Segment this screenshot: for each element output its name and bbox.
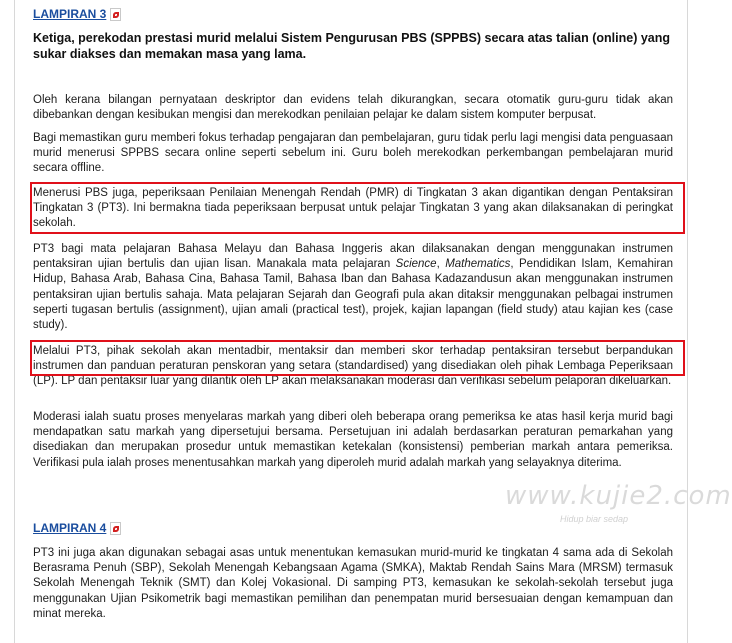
pdf-icon[interactable]: [110, 522, 121, 535]
lampiran-4-label[interactable]: LAMPIRAN 4: [33, 521, 107, 535]
paragraph-4: [33, 242, 673, 333]
section-heading: Ketiga, perekodan prestasi murid melalui Sistem Pengurusan PBS (SPPBS) secara atas talian (online) yang sukar diakses dan memakan masa yang lama.: [33, 31, 670, 61]
paragraph-7: PT3 ini juga akan digunakan sebagai asas untuk menentukan kemasukan murid-murid ke tingkatan 4 sama ada di Sekolah Berasrama Penuh (SBP), Sekolah Menengah Kebangsaan Agama (SMKA), Maktab Rendah Sains Mara (MRSM) termasuk Sekolah Menengah Teknik (SMT) dan Kolej Vokasional. Di samping PT3, kemasukan ke sekolah-sekolah tersebut juga menggunakan Ujian Psikometrik bagi memastikan pemilihan dan penempatan murid bersesuaian dengan kemampuan dan minat mereka.: [33, 547, 673, 620]
paragraph-2: Bagi memastikan guru memberi fokus terhadap pengajaran dan pembelajaran, guru tidak perlu lagi mengisi data penguasaan murid menerusi SPPBS secara online seperti sebelum ini. Guru boleh merekodkan perkembangan pembelajaran murid secara offline.: [33, 132, 673, 175]
subject-mathematics: Mathematics: [445, 258, 511, 271]
article-frame: [14, 0, 688, 643]
subject-science: Science: [395, 258, 437, 271]
paragraph-6: Moderasi ialah suatu proses menyelaras markah yang diberi oleh beberapa orang pemeriksa ke atas hasil kerja murid bagi mendapatkan satu markah yang dipersetujui bersama. Persetujuan ini adalah berdasarkan peraturan pemarkahan yang disediakan dan merupakan prosedur untuk memastikan ketekalan (konsistensi) pemberian markah antara pemeriksa. Verifikasi pula ialah proses menentusahkan markah yang diperoleh murid adalah markah yang selayaknya diterima.: [33, 411, 673, 469]
paragraph-5-highlighted: Melalui PT3, pihak sekolah akan mentadbir, mentaksir dan memberi skor terhadap pentaksiran tersebut berpandukan instrumen dan panduan peraturan penskoran yang setara (standardised) yang disediakan oleh pihak Lembaga Peperiksaan (LP). LP dan pentaksir luar yang dilantik oleh LP akan melaksanakan moderasi dan verifikasi sebelum pelaporan dikeluarkan.: [33, 345, 673, 388]
paragraph-1: Oleh kerana bilangan pernyataan deskriptor dan evidens telah dikurangkan, secara otomatik guru-guru tidak akan dibebankan dengan kesibukan mengisi dan merekodkan penilaian pelajar ke dalam sistem komputer berpusat.: [33, 94, 673, 122]
watermark-site: www.kujie2.com: [505, 481, 732, 511]
paragraph-3-highlighted: Menerusi PBS juga, peperiksaan Penilaian Menengah Rendah (PMR) di Tingkatan 3 akan digantikan dengan Pentaksiran Tingkatan 3 (PT3). Ini bermakna tiada peperiksaan berpusat untuk pelajar Tingkatan 3 yang akan dilaksanakan di peringkat sekolah.: [33, 187, 673, 230]
watermark-tagline: Hidup biar sedap: [560, 514, 629, 524]
lampiran-4-link[interactable]: [33, 521, 121, 535]
pdf-icon[interactable]: [110, 8, 121, 21]
lampiran-3-link[interactable]: [33, 7, 121, 21]
lampiran-3-label[interactable]: LAMPIRAN 3: [33, 7, 107, 21]
paragraph-4-comma: ,: [436, 258, 446, 271]
paragraph-4-part-b: , Pendidikan Islam, Kemahiran Hidup, Bahasa Arab, Bahasa Cina, Bahasa Tamil, Bahasa Iban dan Bahasa Kadazandusun akan menggunakan instrumen pentaksiran ujian bertulis sahaja. Mata pelajaran Sejarah dan Geografi pula akan ditaksir menggunakan pelbagai instrumen seperti tugasan bertulis (assignment), ujian amali (practical test), projek, kajian lapangan (field study) atau kajian kes (case study).: [33, 258, 674, 332]
paragraph-4-part-a: PT3 bagi mata pelajaran Bahasa Melayu dan Bahasa Inggeris akan dilaksanakan dengan menggunakan instrumen pentaksiran ujian bertulis dan ujian lisan. Manakala mata pelajaran: [33, 243, 673, 271]
